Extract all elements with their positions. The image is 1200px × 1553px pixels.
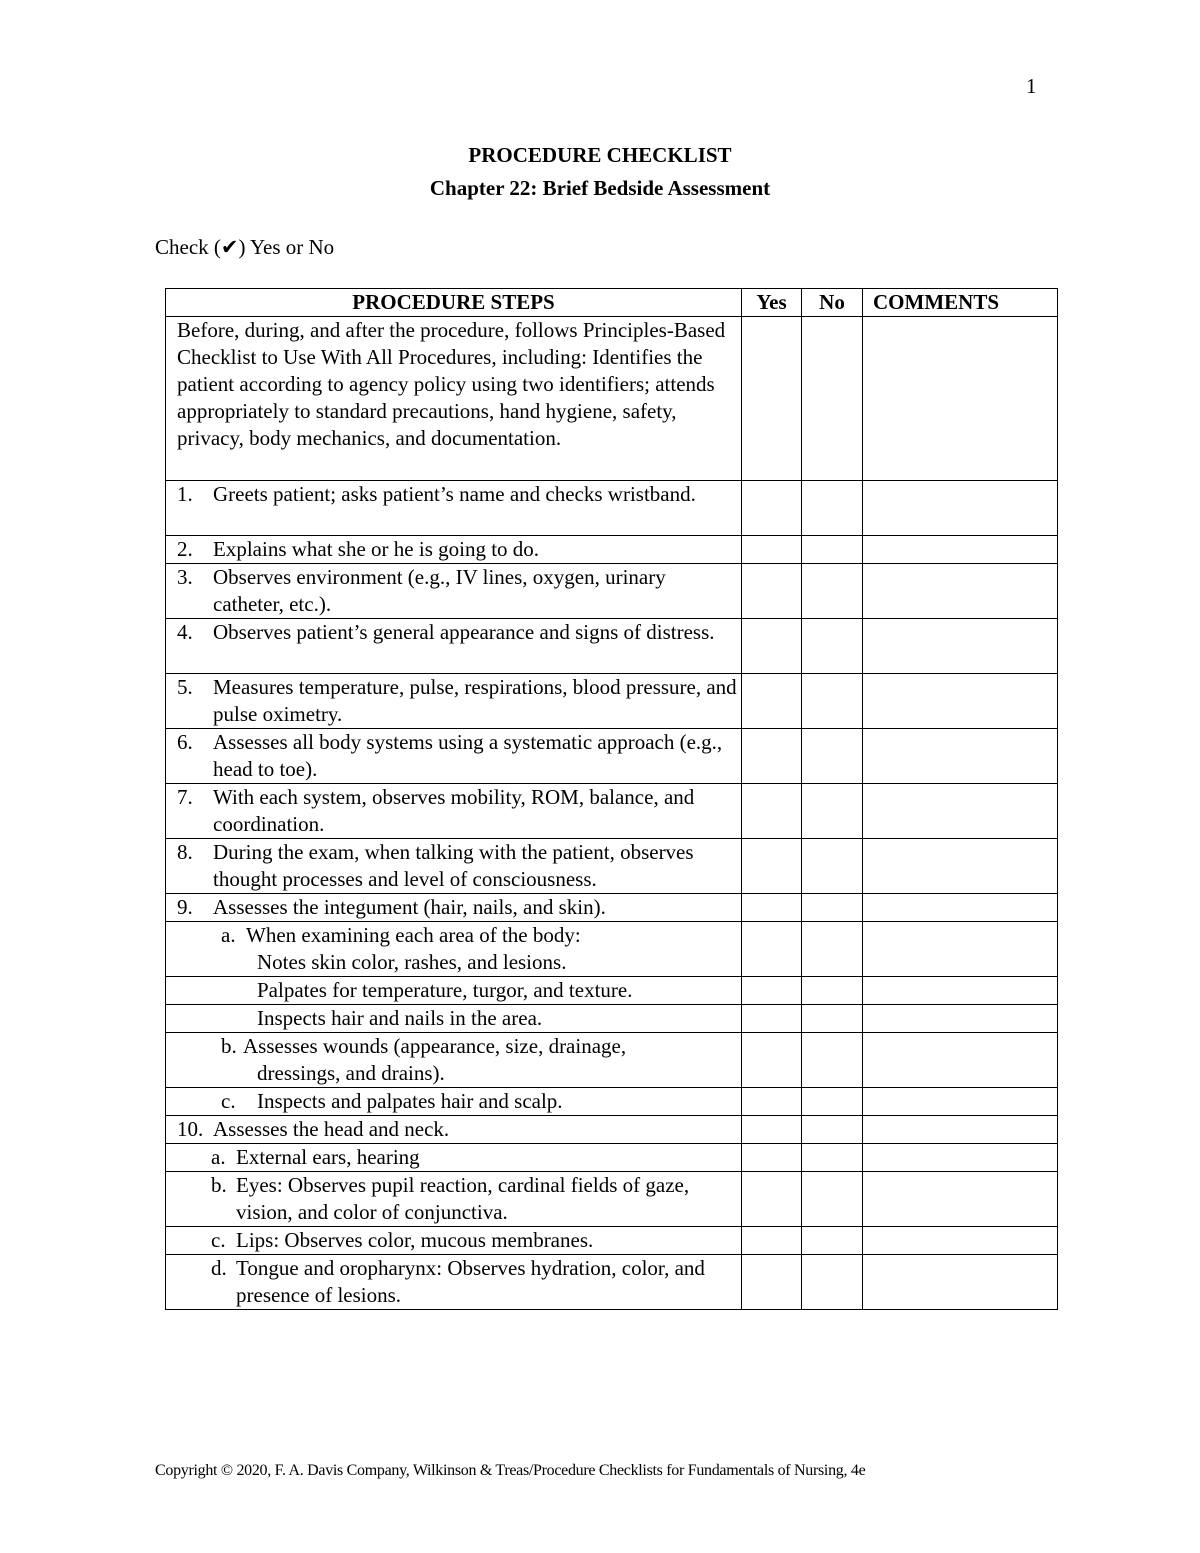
step-cell <box>166 1088 742 1116</box>
step-cell <box>166 977 742 1005</box>
step-number: 5. <box>177 675 193 699</box>
step-cell <box>166 674 742 729</box>
comments-cell[interactable] <box>863 1088 1058 1116</box>
no-cell[interactable] <box>802 977 863 1005</box>
no-cell[interactable] <box>802 619 863 674</box>
no-cell[interactable] <box>802 1005 863 1033</box>
table-row <box>166 839 1058 894</box>
step-text: With each system, observes mobility, ROM, balance, and coordination. <box>213 785 695 836</box>
step-cell <box>166 839 742 894</box>
header-no: No <box>802 289 863 317</box>
step-cell <box>166 1227 742 1255</box>
no-cell[interactable] <box>802 1144 863 1172</box>
comments-cell[interactable] <box>863 1144 1058 1172</box>
comments-cell[interactable] <box>863 619 1058 674</box>
table-row <box>166 1116 1058 1144</box>
step-cell <box>166 894 742 922</box>
comments-cell[interactable] <box>863 1116 1058 1144</box>
table-row <box>166 619 1058 674</box>
page-title: PROCEDURE CHECKLIST <box>468 143 732 167</box>
step-number: b. <box>221 1034 237 1058</box>
table-row <box>166 674 1058 729</box>
table-row <box>166 1033 1058 1088</box>
no-cell[interactable] <box>802 784 863 839</box>
step-text: Before, during, and after the procedure, follows Principles-Based Checklist to Use With All Procedures, including: Identifies the patient according to agency policy using two identifiers; attends appropriately to standard precautions, hand hygiene, safety, privacy, body mechanics, and documentation. <box>177 318 726 450</box>
step-subtext: Notes skin color, rashes, and lesions. <box>257 950 567 974</box>
table-row <box>166 977 1058 1005</box>
step-subtext: dressings, and drains). <box>257 1061 445 1085</box>
yes-cell[interactable] <box>742 1088 802 1116</box>
no-cell[interactable] <box>802 1172 863 1227</box>
comments-cell[interactable] <box>863 564 1058 619</box>
no-cell[interactable] <box>802 481 863 536</box>
step-text: Assesses all body systems using a systematic approach (e.g., head to toe). <box>213 730 723 781</box>
yes-cell[interactable] <box>742 729 802 784</box>
table-header-row <box>166 289 1058 317</box>
no-cell[interactable] <box>802 1227 863 1255</box>
step-number: 7. <box>177 785 193 809</box>
yes-cell[interactable] <box>742 1033 802 1088</box>
table-row <box>166 922 1058 977</box>
step-cell <box>166 784 742 839</box>
step-text: Palpates for temperature, turgor, and texture. <box>257 978 633 1002</box>
no-cell[interactable] <box>802 536 863 564</box>
no-cell[interactable] <box>802 894 863 922</box>
step-number: a. <box>221 923 236 947</box>
comments-cell[interactable] <box>863 894 1058 922</box>
table-row <box>166 481 1058 536</box>
no-cell[interactable] <box>802 674 863 729</box>
yes-cell[interactable] <box>742 1227 802 1255</box>
copyright-footer: Copyright © 2020, F. A. Davis Company, Wilkinson & Treas/Procedure Checklists for Fundamentals of Nursing, 4e <box>155 1462 866 1479</box>
table-row <box>166 1005 1058 1033</box>
procedure-checklist-table <box>165 288 1058 1310</box>
comments-cell[interactable] <box>863 317 1058 481</box>
step-cell <box>166 729 742 784</box>
comments-cell[interactable] <box>863 674 1058 729</box>
comments-cell[interactable] <box>863 481 1058 536</box>
table-row <box>166 784 1058 839</box>
step-number: b. <box>211 1173 227 1197</box>
yes-cell[interactable] <box>742 1005 802 1033</box>
table-row <box>166 1255 1058 1310</box>
step-text: When examining each area of the body: <box>246 923 581 947</box>
comments-cell[interactable] <box>863 1172 1058 1227</box>
no-cell[interactable] <box>802 1116 863 1144</box>
step-text: Observes patient’s general appearance and signs of distress. <box>213 620 715 644</box>
comments-cell[interactable] <box>863 1033 1058 1088</box>
comments-cell[interactable] <box>863 922 1058 977</box>
step-text: Inspects hair and nails in the area. <box>257 1006 543 1030</box>
step-text: Explains what she or he is going to do. <box>213 537 540 561</box>
table-row <box>166 1144 1058 1172</box>
step-cell <box>166 317 742 481</box>
table-row <box>166 1227 1058 1255</box>
step-cell <box>166 619 742 674</box>
step-text: Assesses wounds (appearance, size, drainage, <box>243 1034 627 1058</box>
yes-cell[interactable] <box>742 481 802 536</box>
yes-cell[interactable] <box>742 1144 802 1172</box>
yes-cell[interactable] <box>742 922 802 977</box>
step-cell <box>166 536 742 564</box>
comments-cell[interactable] <box>863 977 1058 1005</box>
yes-cell[interactable] <box>742 1172 802 1227</box>
yes-cell[interactable] <box>742 784 802 839</box>
yes-cell[interactable] <box>742 674 802 729</box>
no-cell[interactable] <box>802 1088 863 1116</box>
comments-cell[interactable] <box>863 1227 1058 1255</box>
no-cell[interactable] <box>802 729 863 784</box>
step-cell <box>166 481 742 536</box>
table-row <box>166 317 1058 481</box>
page-number: 1 <box>1026 74 1037 98</box>
step-number: 9. <box>177 895 193 919</box>
step-number: a. <box>211 1145 226 1169</box>
step-number: 2. <box>177 537 193 561</box>
no-cell[interactable] <box>802 317 863 481</box>
yes-cell[interactable] <box>742 839 802 894</box>
step-number: 3. <box>177 565 193 589</box>
step-cell <box>166 922 742 977</box>
yes-cell[interactable] <box>742 894 802 922</box>
no-cell[interactable] <box>802 1255 863 1310</box>
step-cell <box>166 564 742 619</box>
comments-cell[interactable] <box>863 784 1058 839</box>
comments-cell[interactable] <box>863 729 1058 784</box>
step-number: 4. <box>177 620 193 644</box>
chapter-subtitle: Chapter 22: Brief Bedside Assessment <box>429 176 771 200</box>
comments-cell[interactable] <box>863 1005 1058 1033</box>
no-cell[interactable] <box>802 922 863 977</box>
step-text: Assesses the integument (hair, nails, and skin). <box>213 895 606 919</box>
check-instruction: Check (✔) Yes or No <box>155 235 335 259</box>
table-row <box>166 564 1058 619</box>
step-cell <box>166 1172 742 1227</box>
step-cell <box>166 1144 742 1172</box>
step-text: During the exam, when talking with the patient, observes thought processes and level of consciousness. <box>213 840 694 891</box>
comments-cell[interactable] <box>863 1255 1058 1310</box>
table-row <box>166 1088 1058 1116</box>
step-number: 1. <box>177 482 193 506</box>
step-text: Measures temperature, pulse, respirations, blood pressure, and pulse oximetry. <box>213 675 737 726</box>
no-cell[interactable] <box>802 839 863 894</box>
step-text: External ears, hearing <box>236 1145 420 1169</box>
table-row <box>166 894 1058 922</box>
yes-cell[interactable] <box>742 1255 802 1310</box>
step-number: 8. <box>177 840 193 864</box>
step-cell <box>166 1116 742 1144</box>
yes-cell[interactable] <box>742 317 802 481</box>
comments-cell[interactable] <box>863 839 1058 894</box>
no-cell[interactable] <box>802 1033 863 1088</box>
header-yes: Yes <box>742 289 802 317</box>
yes-cell[interactable] <box>742 564 802 619</box>
table-row <box>166 536 1058 564</box>
yes-cell[interactable] <box>742 977 802 1005</box>
step-cell <box>166 1005 742 1033</box>
yes-cell[interactable] <box>742 1116 802 1144</box>
step-number: d. <box>211 1256 227 1280</box>
step-number: c. <box>211 1228 226 1252</box>
step-text: Tongue and oropharynx: Observes hydration, color, and presence of lesions. <box>236 1256 705 1307</box>
step-cell <box>166 1255 742 1310</box>
comments-cell[interactable] <box>863 536 1058 564</box>
step-text: Greets patient; asks patient’s name and checks wristband. <box>213 482 696 506</box>
step-cell <box>166 1033 742 1088</box>
step-text: Inspects and palpates hair and scalp. <box>257 1089 563 1113</box>
yes-cell[interactable] <box>742 619 802 674</box>
header-comments: COMMENTS <box>863 289 1058 317</box>
step-text: Assesses the head and neck. <box>213 1117 450 1141</box>
table-row <box>166 1172 1058 1227</box>
step-number: 10. <box>177 1117 204 1141</box>
no-cell[interactable] <box>802 564 863 619</box>
step-number: 6. <box>177 730 193 754</box>
step-number: c. <box>221 1089 236 1113</box>
table-row <box>166 729 1058 784</box>
step-text: Eyes: Observes pupil reaction, cardinal fields of gaze, vision, and color of conjunctiva. <box>236 1173 690 1224</box>
step-text: Lips: Observes color, mucous membranes. <box>236 1228 594 1252</box>
yes-cell[interactable] <box>742 536 802 564</box>
header-procedure-steps: PROCEDURE STEPS <box>166 289 742 317</box>
step-text: Observes environment (e.g., IV lines, oxygen, urinary catheter, etc.). <box>213 565 666 616</box>
